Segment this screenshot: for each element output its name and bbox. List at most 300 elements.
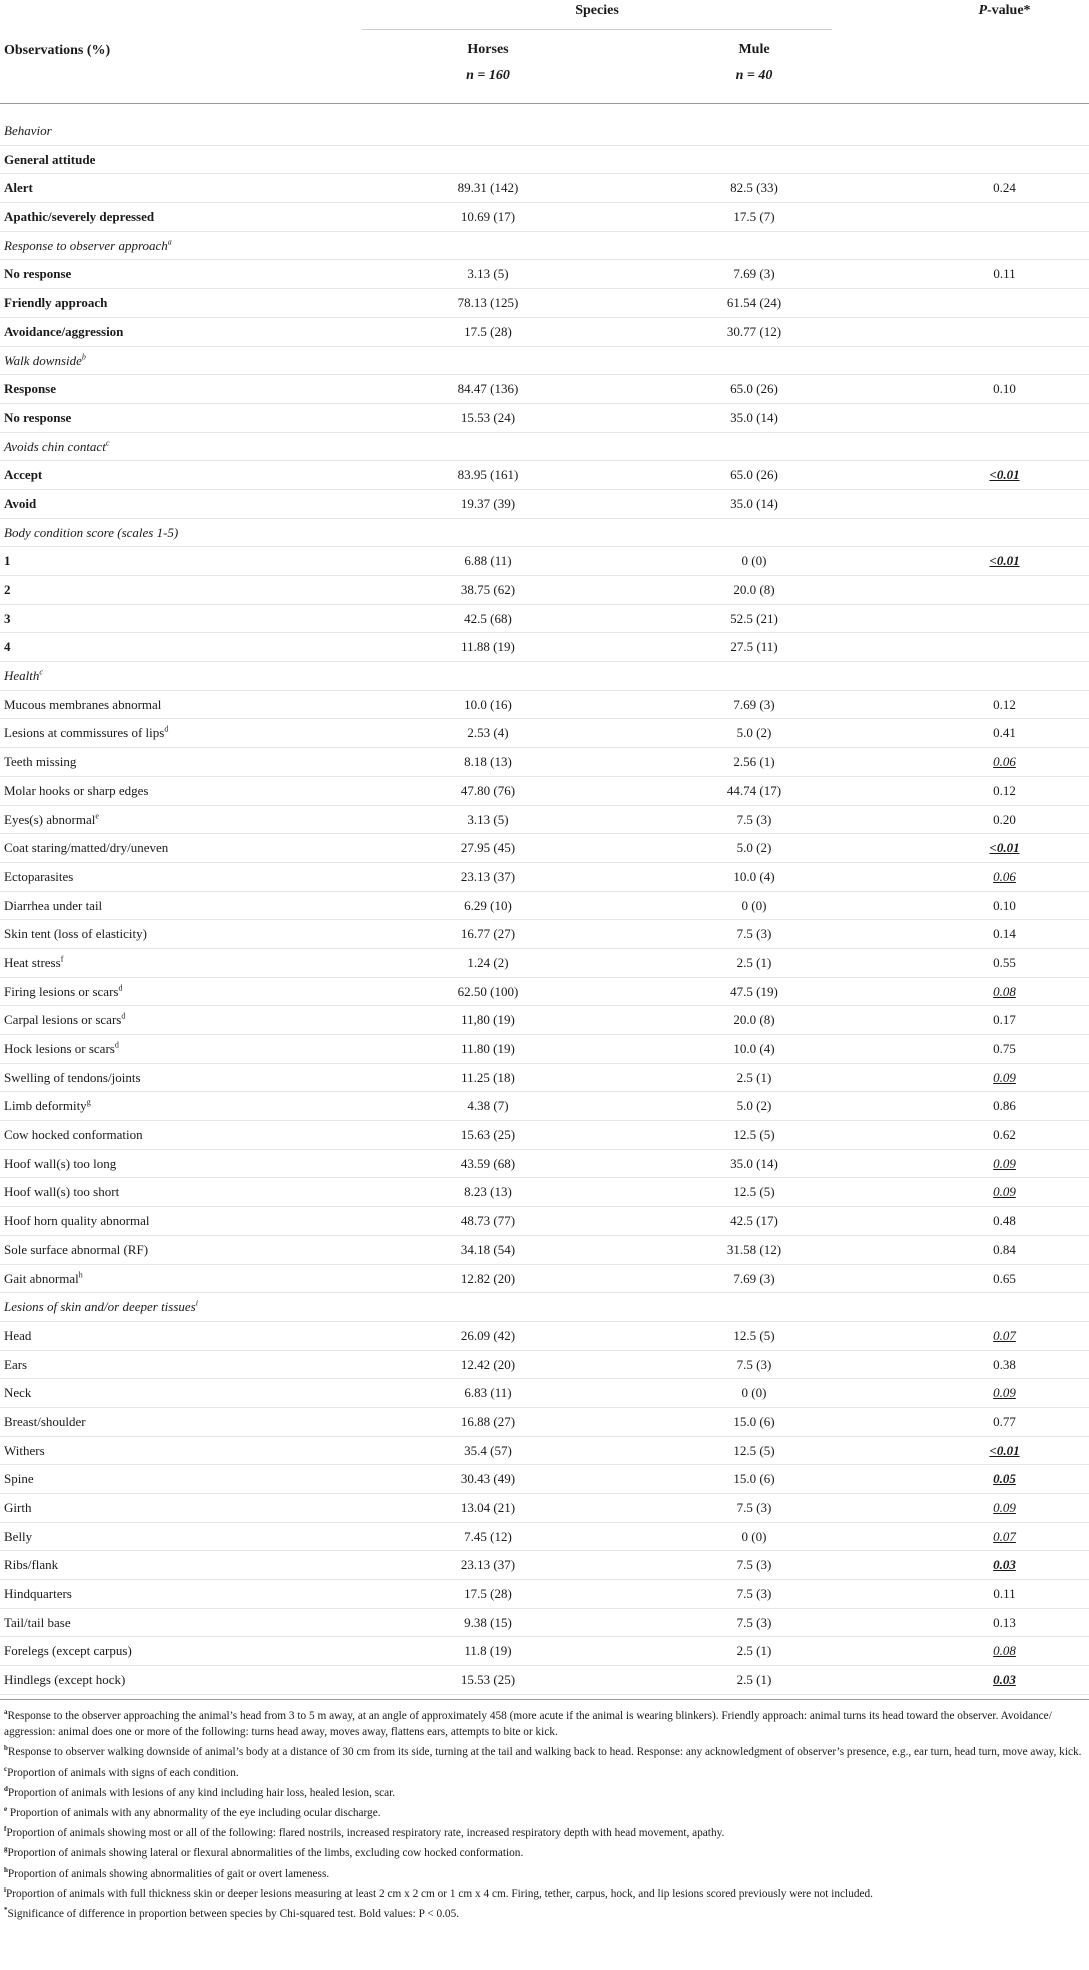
row-label (4, 1213, 150, 1229)
mule-value: 2.56 (1) (733, 754, 775, 770)
p-value: 0.03 (993, 1557, 1016, 1573)
mule-value: 20.0 (8) (733, 582, 775, 597)
footer-rule (0, 1699, 1089, 1700)
row-label (4, 1184, 119, 1200)
mule-value: 5.0 (2) (736, 840, 772, 856)
mule-value: 0 (0) (741, 1528, 767, 1544)
footnote-marker: f (60, 954, 64, 964)
p-value: 0.75 (993, 1041, 1016, 1056)
row-label-text: Cow hocked conformation (4, 1127, 143, 1143)
horses-value: 11.8 (19) (464, 1643, 512, 1659)
row-label-text: Gait abnormal (4, 1270, 79, 1286)
p-value: 0.10 (993, 897, 1016, 913)
table-row (0, 777, 1089, 806)
footnote (4, 1765, 1084, 1781)
table-row (0, 863, 1089, 892)
row-label (4, 1672, 125, 1688)
footnote (4, 1785, 1084, 1801)
row-label-text: Head (4, 1327, 32, 1343)
p-value: 0.13 (993, 1614, 1016, 1630)
table-row (0, 892, 1089, 921)
row-label (4, 1328, 31, 1344)
row-label-text: Hindquarters (4, 1586, 72, 1602)
horses-value: 11.25 (18) (461, 1069, 515, 1085)
row-label-text: Coat staring/matted/dry/uneven (4, 840, 169, 856)
horses-value: 15.63 (25) (460, 1127, 516, 1143)
row-label-text: 4 (4, 639, 11, 655)
footnote-text: Proportion of animals with signs of each condition. (7, 1766, 239, 1779)
horses-value: 48.73 (77) (460, 1213, 516, 1229)
row-label-text: Accept (4, 467, 43, 483)
p-value: 0.86 (993, 1098, 1016, 1114)
horses-value: 1.24 (2) (467, 954, 509, 970)
horses-value: 12.42 (20) (460, 1356, 516, 1372)
horses-value: 11.80 (19) (461, 1041, 515, 1056)
horses-value: 6.83 (11) (464, 1385, 512, 1401)
row-label (4, 1299, 198, 1315)
p-value: 0.07 (993, 1327, 1016, 1343)
horses-value: 62.50 (100) (457, 983, 519, 999)
row-label-text: 1 (4, 553, 11, 569)
mule-label: Mule (738, 42, 770, 57)
footnote-marker: b (81, 352, 86, 362)
row-label-text: Diarrhea under tail (4, 897, 103, 913)
p-value: 0.38 (993, 1356, 1016, 1372)
row-label (4, 266, 71, 282)
row-label-text: Carpal lesions or scars (4, 1012, 122, 1028)
horses-value: 11.88 (19) (461, 639, 515, 655)
table-row (0, 1064, 1089, 1093)
row-label (4, 668, 43, 684)
row-label (4, 1070, 141, 1086)
p-value: 0.03 (993, 1672, 1016, 1688)
table-row (0, 748, 1089, 777)
p-value: 0.09 (993, 1385, 1016, 1401)
table-row (0, 1551, 1089, 1580)
row-label (4, 1127, 143, 1143)
footnote-text: Proportion of animals showing most or all of the following: flared nostrils, increased respiratory rate, increased respiratory depth with head movement, apathy. (6, 1827, 725, 1840)
row-label (4, 152, 95, 168)
mule-value: 10.0 (4) (733, 868, 775, 884)
table-row (0, 1494, 1089, 1523)
p-value: 0.08 (993, 1643, 1016, 1659)
row-label-text: Hoof horn quality abnormal (4, 1213, 150, 1229)
table-row (0, 662, 1089, 691)
row-label (4, 1586, 72, 1602)
row-label (4, 410, 71, 426)
footnote-text: Proportion of animals with full thickness skin or deeper lesions measuring at least 2 cm x 2 cm or 1 cm x 4 cm. Firing, tether, carpus, hock, and lip lesions scored previously were not included. (5, 1887, 873, 1900)
p-value: 0.11 (993, 1586, 1016, 1602)
footnote-mark: b (4, 1744, 8, 1753)
table-row (0, 1580, 1089, 1609)
table-row (0, 117, 1089, 146)
row-label-text: Hoof wall(s) too long (4, 1155, 117, 1171)
table-row (0, 633, 1089, 662)
mule-value: 0 (0) (741, 553, 767, 569)
row-label (4, 984, 122, 1000)
p-value: 0.17 (993, 1012, 1016, 1028)
table-row (0, 1408, 1089, 1437)
horses-value: 10.69 (17) (460, 209, 516, 225)
table-row (0, 920, 1089, 949)
p-value: <0.01 (989, 467, 1020, 483)
row-label (4, 1443, 45, 1459)
row-label (4, 123, 52, 139)
row-label (4, 525, 178, 541)
p-value: 0.09 (993, 1500, 1016, 1515)
footnote-mark: c (4, 1764, 8, 1773)
row-label (4, 1500, 31, 1516)
row-label (4, 926, 147, 942)
row-label (4, 1271, 83, 1287)
row-label-text: Withers (4, 1442, 45, 1458)
table-row (0, 232, 1089, 261)
row-label-text: Body condition score (scales 1-5) (4, 524, 179, 540)
table-row (0, 691, 1089, 720)
row-label (4, 1471, 34, 1487)
table-row (0, 1322, 1089, 1351)
p-value: 0.10 (993, 381, 1016, 397)
horses-value: 10.0 (16) (464, 696, 512, 712)
mule-value: 7.69 (3) (733, 266, 775, 282)
row-label (4, 840, 168, 856)
mule-value: 17.5 (7) (733, 209, 775, 225)
mule-value: 5.0 (2) (736, 725, 772, 741)
pvalue-header-rest: -value* (987, 3, 1031, 18)
table-row (0, 1351, 1089, 1380)
row-label (4, 1098, 91, 1114)
header-rule (0, 103, 1089, 104)
footnote (4, 1845, 1084, 1861)
row-label-text: Firing lesions or scars (4, 983, 119, 999)
row-label-text: Avoids chin contact (4, 438, 106, 454)
row-label-text: Sole surface abnormal (RF) (4, 1241, 149, 1257)
mule-value: 7.5 (3) (736, 1356, 772, 1372)
footnote (4, 1708, 1084, 1740)
p-value: 0.06 (993, 868, 1016, 884)
row-label-text: 2 (4, 582, 11, 597)
row-label-text: Response to observer approach (4, 237, 168, 253)
row-label-text: Response (4, 381, 57, 397)
species-header: Species (362, 0, 832, 30)
row-label (4, 1012, 125, 1028)
mule-value: 12.5 (5) (733, 1327, 775, 1343)
row-label-text: Friendly approach (4, 295, 108, 311)
row-label-text: Tail/tail base (4, 1614, 71, 1630)
table-body (0, 117, 1089, 1695)
mule-value: 27.5 (11) (730, 639, 778, 655)
row-label (4, 1529, 32, 1545)
table-row (0, 1609, 1089, 1638)
footnote-marker: i (195, 1298, 198, 1308)
observations-header: Observations (%) (4, 43, 111, 58)
row-label-text: Skin tent (loss of elasticity) (4, 926, 147, 942)
p-value: 0.05 (993, 1471, 1016, 1487)
table-row (0, 1265, 1089, 1294)
row-label-text: Ectoparasites (4, 868, 74, 884)
p-value: 0.55 (993, 954, 1016, 970)
row-label-text: Behavior (4, 123, 52, 138)
table-row (0, 318, 1089, 347)
p-value: 0.48 (993, 1213, 1016, 1229)
mule-value: 82.5 (33) (730, 180, 778, 196)
footnote-text: Response to observer walking downside of animal’s body at a distance of 30 cm from its side, turning at the tail and walking back to head. Response: any acknowledgment of observer’s presence, e.g., ear turn, head turn, move away, kick. (7, 1746, 1082, 1759)
table-row (0, 1465, 1089, 1494)
mule-value: 35.0 (14) (730, 409, 778, 425)
row-label-text: Heat stress (4, 954, 61, 970)
row-label (4, 553, 11, 569)
p-value: <0.01 (989, 1442, 1020, 1458)
mule-value: 10.0 (4) (733, 1041, 775, 1056)
row-label-text: Avoidance/aggression (4, 323, 124, 339)
table-row (0, 1006, 1089, 1035)
p-value: 0.11 (993, 266, 1016, 282)
mule-value: 61.54 (24) (726, 295, 782, 311)
p-value: 0.09 (993, 1184, 1016, 1200)
footnote (4, 1886, 1084, 1902)
mule-value: 0 (0) (741, 897, 767, 913)
p-value: 0.20 (993, 811, 1016, 827)
table-row (0, 519, 1089, 548)
footnote (4, 1744, 1084, 1760)
row-label-text: Forelegs (except carpus) (4, 1643, 132, 1659)
horses-value: 11,80 (19) (461, 1012, 515, 1028)
p-value: 0.65 (993, 1270, 1016, 1286)
footnote (4, 1825, 1084, 1841)
mule-value: 47.5 (19) (730, 983, 778, 999)
row-label (4, 238, 172, 254)
mule-value: 31.58 (12) (726, 1241, 782, 1257)
footnote-mark: e (4, 1805, 8, 1814)
mule-value: 7.5 (3) (736, 1586, 772, 1602)
horses-value: 8.23 (13) (464, 1184, 512, 1200)
footnote-text: Proportion of animals showing lateral or flexural abnormalities of the limbs, excluding cow hocked conformation. (7, 1847, 524, 1860)
footnote-text: Proportion of animals with any abnormality of the eye including ocular discharge. (7, 1807, 381, 1820)
table-row (0, 1523, 1089, 1552)
footnote-text: Significance of difference in proportion between species by Chi-squared test. Bold values: P < 0.05. (7, 1908, 460, 1921)
row-label-text: Mucous membranes abnormal (4, 696, 162, 712)
row-label (4, 1557, 58, 1573)
footnote-marker: e (95, 811, 99, 821)
row-label (4, 324, 123, 340)
mule-value: 7.5 (3) (736, 1614, 772, 1630)
row-label-text: Alert (4, 180, 33, 196)
horses-value: 9.38 (15) (464, 1614, 512, 1630)
footnote-mark: h (4, 1865, 8, 1874)
horses-value: 34.18 (54) (460, 1241, 516, 1257)
horses-value: 26.09 (42) (460, 1327, 516, 1343)
footnote-marker: d (121, 1011, 126, 1021)
table-row (0, 1293, 1089, 1322)
footnote-text: Response to the observer approaching the animal’s head from 3 to 5 m away, at an angle of approximately 458 (more acute if the animal is wearing blinkers). Friendly approach: animal turns its head toward the observer. Avoidance/ aggression: animal does one or more of the following: turns head away, moves away, flattens ears, attempts to bite or kick. (4, 1710, 1052, 1739)
footnote-marker: c (39, 667, 43, 677)
footnote-mark: a (4, 1708, 8, 1717)
footnote-marker: a (167, 237, 172, 247)
row-label-text: Molar hooks or sharp edges (4, 782, 149, 798)
horses-value: 15.53 (24) (460, 409, 516, 425)
horses-value: 42.5 (68) (464, 610, 512, 626)
horses-value: 16.77 (27) (460, 926, 516, 942)
horses-n: n = 160 (466, 68, 510, 83)
row-label-text: Lesions of skin and/or deeper tissues (4, 1299, 196, 1315)
pvalue-header-p: P (978, 3, 987, 18)
row-label (4, 812, 99, 828)
table-row (0, 1035, 1089, 1064)
table-row (0, 806, 1089, 835)
row-label (4, 295, 107, 311)
row-label (4, 439, 109, 455)
table-row (0, 146, 1089, 175)
mule-value: 52.5 (21) (730, 610, 778, 626)
row-label-text: Eyes(s) abnormal (4, 811, 96, 827)
footnote-text: Proportion of animals showing abnormalities of gait or overt lameness. (7, 1867, 330, 1880)
footnote (4, 1866, 1084, 1882)
row-label-text: General attitude (4, 151, 96, 167)
row-label-text: Ribs/flank (4, 1557, 59, 1573)
row-label-text: No response (4, 266, 72, 282)
row-label (4, 725, 168, 741)
p-value: 0.77 (993, 1413, 1016, 1429)
horses-value: 3.13 (5) (467, 811, 509, 827)
horses-value: 2.53 (4) (467, 725, 509, 741)
footnote-mark: i (4, 1886, 6, 1895)
footnote-mark: d (4, 1785, 8, 1794)
footnote-mark: f (4, 1825, 7, 1834)
mule-header (624, 37, 884, 89)
pvalue-header (920, 0, 1089, 22)
footnote-marker: d (164, 725, 169, 735)
footnote-mark: * (4, 1906, 8, 1915)
mule-value: 44.74 (17) (726, 782, 782, 798)
mule-value: 15.0 (6) (733, 1413, 775, 1429)
footnote-marker: c (105, 438, 110, 448)
footnote-marker: h (78, 1270, 83, 1280)
row-label-text: Avoid (4, 495, 37, 511)
row-label-text: Swelling of tendons/joints (4, 1069, 141, 1085)
horses-value: 4.38 (7) (467, 1098, 509, 1114)
row-label (4, 639, 11, 655)
horses-value: 43.59 (68) (460, 1155, 516, 1171)
row-label-text: Hoof wall(s) too short (4, 1184, 120, 1200)
row-label-text: Girth (4, 1500, 32, 1515)
row-label-text: Apathic/severely depressed (4, 209, 155, 225)
row-label (4, 496, 36, 512)
table-row (0, 834, 1089, 863)
footnote (4, 1906, 1084, 1922)
mule-value: 12.5 (5) (733, 1127, 775, 1143)
row-label (4, 697, 161, 713)
table-row (0, 949, 1089, 978)
row-label-text: Ears (4, 1356, 28, 1372)
row-label-text: Spine (4, 1471, 34, 1487)
table-row (0, 490, 1089, 519)
horses-value: 17.5 (28) (464, 323, 512, 339)
row-label (4, 1414, 86, 1430)
table-row (0, 461, 1089, 490)
table-row (0, 375, 1089, 404)
mule-value: 7.5 (3) (736, 811, 772, 827)
horses-value: 15.53 (25) (460, 1672, 516, 1688)
p-value: 0.62 (993, 1127, 1016, 1143)
horses-value: 17.5 (28) (464, 1586, 512, 1602)
mule-n: n = 40 (735, 68, 773, 83)
mule-value: 35.0 (14) (730, 1155, 778, 1171)
table-row (0, 605, 1089, 634)
table-row (0, 174, 1089, 203)
horses-value: 7.45 (12) (464, 1528, 512, 1544)
row-label (4, 353, 86, 369)
table-row (0, 1379, 1089, 1408)
table-row (0, 404, 1089, 433)
horses-value: 6.29 (10) (464, 897, 512, 913)
horses-value: 38.75 (62) (460, 582, 516, 597)
mule-value: 5.0 (2) (736, 1098, 772, 1114)
table-row (0, 347, 1089, 376)
mule-value: 0 (0) (741, 1385, 767, 1401)
horses-value: 12.82 (20) (460, 1270, 516, 1286)
mule-value: 7.5 (3) (736, 1500, 772, 1515)
table-row (0, 1666, 1089, 1695)
mule-value: 2.5 (1) (736, 1643, 772, 1659)
horses-value: 89.31 (142) (457, 180, 519, 196)
mule-value: 35.0 (14) (730, 495, 778, 511)
mule-value: 12.5 (5) (733, 1442, 775, 1458)
horses-header (358, 37, 618, 89)
table-row (0, 1637, 1089, 1666)
p-value: 0.41 (993, 725, 1016, 741)
horses-label: Horses (467, 42, 509, 57)
footnotes (4, 1708, 1084, 1926)
row-label-text: 3 (4, 610, 11, 626)
row-label-text: Limb deformity (4, 1098, 87, 1114)
table-row (0, 1121, 1089, 1150)
table-row (0, 978, 1089, 1007)
mule-value: 20.0 (8) (733, 1012, 775, 1028)
footnote-marker: g (86, 1098, 91, 1108)
table-row (0, 1207, 1089, 1236)
row-label-text: Lesions at commissures of lips (4, 725, 165, 741)
horses-value: 19.37 (39) (460, 495, 516, 511)
mule-value: 15.0 (6) (733, 1471, 775, 1487)
footnote (4, 1805, 1084, 1821)
table-row (0, 1236, 1089, 1265)
mule-value: 65.0 (26) (730, 381, 778, 397)
mule-value: 2.5 (1) (736, 954, 772, 970)
footnote-mark: g (4, 1845, 8, 1854)
horses-value: 6.88 (11) (464, 553, 512, 569)
row-label-text: Health (4, 668, 40, 684)
row-label (4, 467, 42, 483)
row-label (4, 898, 102, 914)
row-label (4, 1242, 148, 1258)
horses-value: 8.18 (13) (464, 754, 512, 770)
row-label (4, 381, 56, 397)
mule-value: 2.5 (1) (736, 1069, 772, 1085)
row-label-text: Neck (4, 1385, 32, 1401)
horses-value: 23.13 (37) (460, 868, 516, 884)
row-label (4, 1615, 71, 1631)
p-value: 0.84 (993, 1241, 1016, 1257)
footnote-text: Proportion of animals with lesions of any kind including hair loss, healed lesion, scar. (7, 1786, 396, 1799)
row-label (4, 955, 63, 971)
p-value: 0.12 (993, 782, 1016, 798)
p-value: <0.01 (989, 840, 1020, 856)
p-value: 0.14 (993, 926, 1016, 942)
p-value: 0.24 (993, 180, 1016, 196)
horses-value: 30.43 (49) (460, 1471, 516, 1487)
horses-value: 35.4 (57) (464, 1442, 512, 1458)
row-label (4, 1041, 119, 1057)
